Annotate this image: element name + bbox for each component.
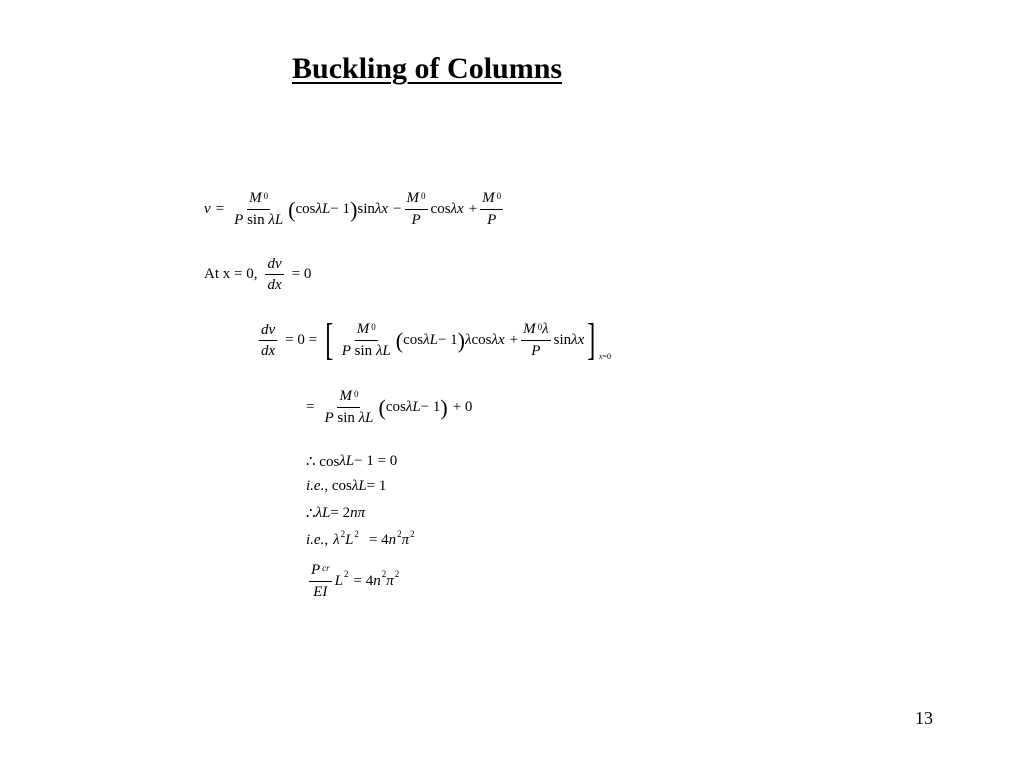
condition-text: At x = 0, (204, 266, 258, 282)
equation-therefore-cos: ∴ cos λL − 1 = 0 (306, 453, 398, 470)
equation-squared: i.e. , λ 2 L 2 = 4 n 2 π 2 (306, 528, 415, 548)
slide-title: Buckling of Columns (292, 52, 563, 85)
equation-cos-one: i.e. , cos λL = 1 (306, 478, 387, 494)
page-number: 13 (915, 708, 933, 728)
equation-slope: $\frac{dv}{dx}$ = 0 = [ $\frac{M ^0}{\text{P sin λL}}$ ( cos λL − 1 ) λ cos λx + $\frac{M ^0\lambda}{P}$ sin λx ] x=0 (261, 315, 612, 364)
equation-critical-load: $\frac{P ^{cr}}{EI}$ L 2 = 4 n 2 π 2 (311, 562, 400, 600)
equation-deflection: v = $\frac{M ^0}{\text{P sin λL}}$ ( cos λL − 1 ) sin λx − $\frac{M ^0}{P}$ cos λx + $\frac{M ^0}{P}$ (204, 190, 502, 228)
equation-evaluated: = $\frac{M ^0}{\text{P sin λL}}$ ( cos λL − 1 ) + 0 (306, 388, 473, 426)
equation-lambda-L: ∴ λL = 2 nπ (306, 505, 366, 522)
boundary-condition: At x = 0, $\frac{dv}{dx}$ = 0 (204, 256, 312, 293)
